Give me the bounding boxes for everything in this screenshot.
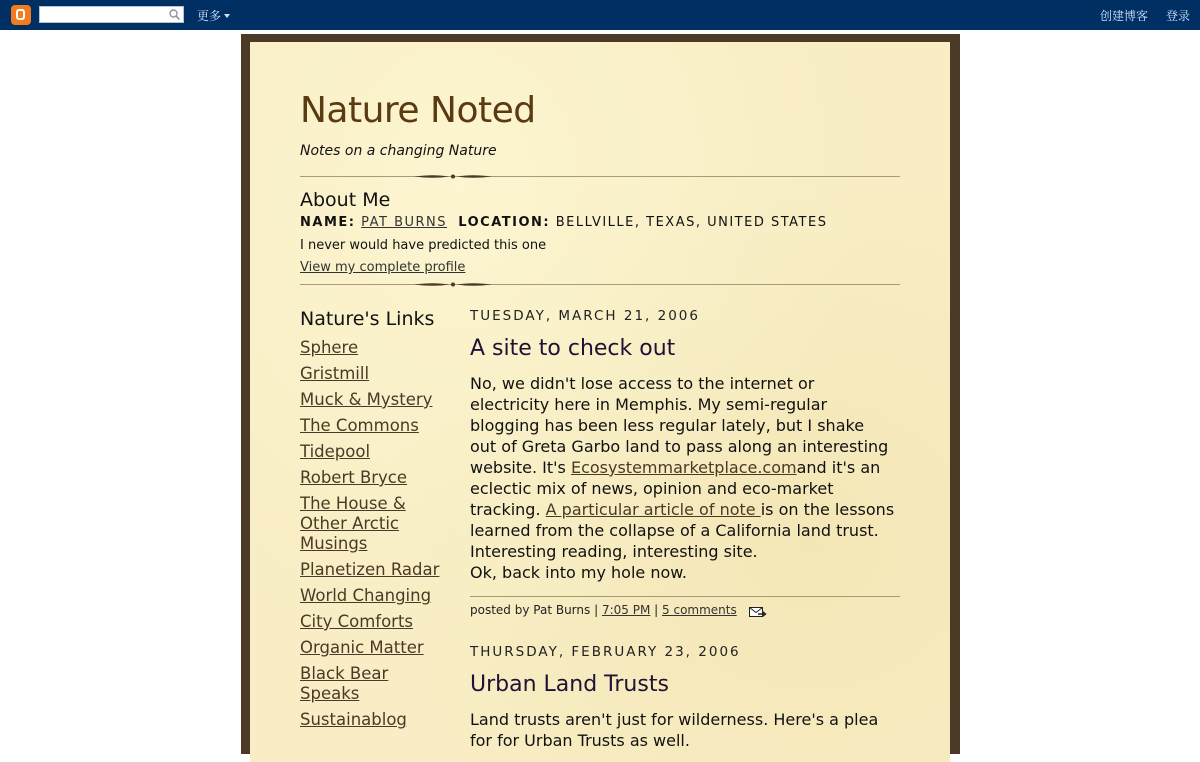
search-input[interactable] [42, 7, 160, 22]
post-body [470, 373, 895, 583]
post-footer-divider [470, 596, 900, 597]
post-date: THURSDAY, FEBRUARY 23, 2006 [470, 644, 741, 660]
links-heading: Nature's Links [300, 308, 435, 330]
location-label: LOCATION: [458, 215, 551, 230]
comments-link[interactable]: 5 comments [662, 603, 737, 617]
search-icon[interactable] [169, 9, 180, 20]
profile-name-link[interactable]: PAT BURNS [361, 215, 448, 230]
sidebar-link[interactable]: Organic Matter [300, 638, 424, 657]
post-author: posted by Pat Burns [470, 603, 591, 617]
sidebar-link[interactable]: World Changing [300, 586, 432, 605]
sidebar-link[interactable]: Gristmill [300, 364, 370, 383]
post-title[interactable]: Urban Land Trusts [470, 672, 669, 697]
sidebar-link[interactable]: The Commons [300, 416, 419, 435]
about-divider [300, 284, 900, 285]
sidebar-link[interactable]: Planetizen Radar [300, 560, 440, 579]
post-title[interactable]: A site to check out [470, 336, 676, 361]
more-menu[interactable] [197, 7, 230, 24]
location-value: BELLVILLE, TEXAS, UNITED STATES [555, 215, 828, 230]
sidebar-link[interactable]: The House & Other Arctic Musings [300, 494, 406, 553]
post-text: is on the lessons learned from the collapse of a California land trust. Interesting reading, interesting site. [470, 500, 895, 561]
post-body [470, 709, 895, 751]
post-text: Land trusts aren't just for wilderness. Here's a plea for for Urban Trusts as well. [470, 710, 879, 750]
post-date: TUESDAY, MARCH 21, 2006 [470, 308, 700, 324]
name-label: NAME: [300, 215, 356, 230]
sidebar-link[interactable]: Tidepool [300, 442, 371, 461]
sidebar-link[interactable]: Sphere [300, 338, 359, 357]
ecosystem-marketplace-link[interactable]: Ecosystemmarketplace.com [570, 458, 797, 477]
post-footer [470, 603, 767, 618]
post-text: No, we didn't lose access to the internet or electricity here in Memphis. My semi-regular blogging has been less regular lately, but I shake out of Greta Garbo land to pass along an interesting website. It's [470, 374, 889, 477]
footer-separator: | [654, 603, 659, 617]
post-text: and it's an eclectic mix of news, opinion and eco-market tracking. [470, 458, 881, 519]
sidebar-link[interactable]: City Comforts [300, 612, 414, 631]
links-list [300, 338, 450, 736]
about-text: I never would have predicted this one [300, 238, 547, 253]
sidebar-link[interactable]: Muck & Mystery [300, 390, 433, 409]
more-menu-label: 更多 [197, 9, 222, 23]
sidebar-link[interactable]: Robert Bryce [300, 468, 408, 487]
login-link[interactable]: 登录 [1166, 9, 1191, 23]
sidebar-link[interactable]: Black Bear Speaks [300, 664, 389, 703]
blog-title[interactable]: Nature Noted [300, 90, 536, 131]
blog-description: Notes on a changing Nature [300, 143, 497, 159]
blogger-navbar [0, 0, 1200, 30]
footer-separator: | [594, 603, 599, 617]
profile-details [300, 215, 827, 230]
header-divider [300, 176, 900, 177]
post-time-link[interactable]: 7:05 PM [601, 603, 651, 617]
divider-ornament-icon [414, 173, 492, 180]
article-link[interactable]: A particular article of note [545, 500, 761, 519]
view-profile-link[interactable]: View my complete profile [300, 260, 466, 275]
divider-ornament-icon [414, 281, 492, 288]
create-blog-link[interactable]: 创建博客 [1100, 9, 1149, 23]
sidebar-link[interactable]: Sustainablog [300, 710, 407, 729]
email-post-icon[interactable] [749, 605, 767, 618]
blogger-logo-icon[interactable] [11, 5, 31, 25]
chevron-down-icon [224, 14, 230, 18]
post-text: Ok, back into my hole now. [470, 563, 687, 582]
about-me-heading: About Me [300, 189, 391, 211]
search-box [39, 6, 184, 23]
